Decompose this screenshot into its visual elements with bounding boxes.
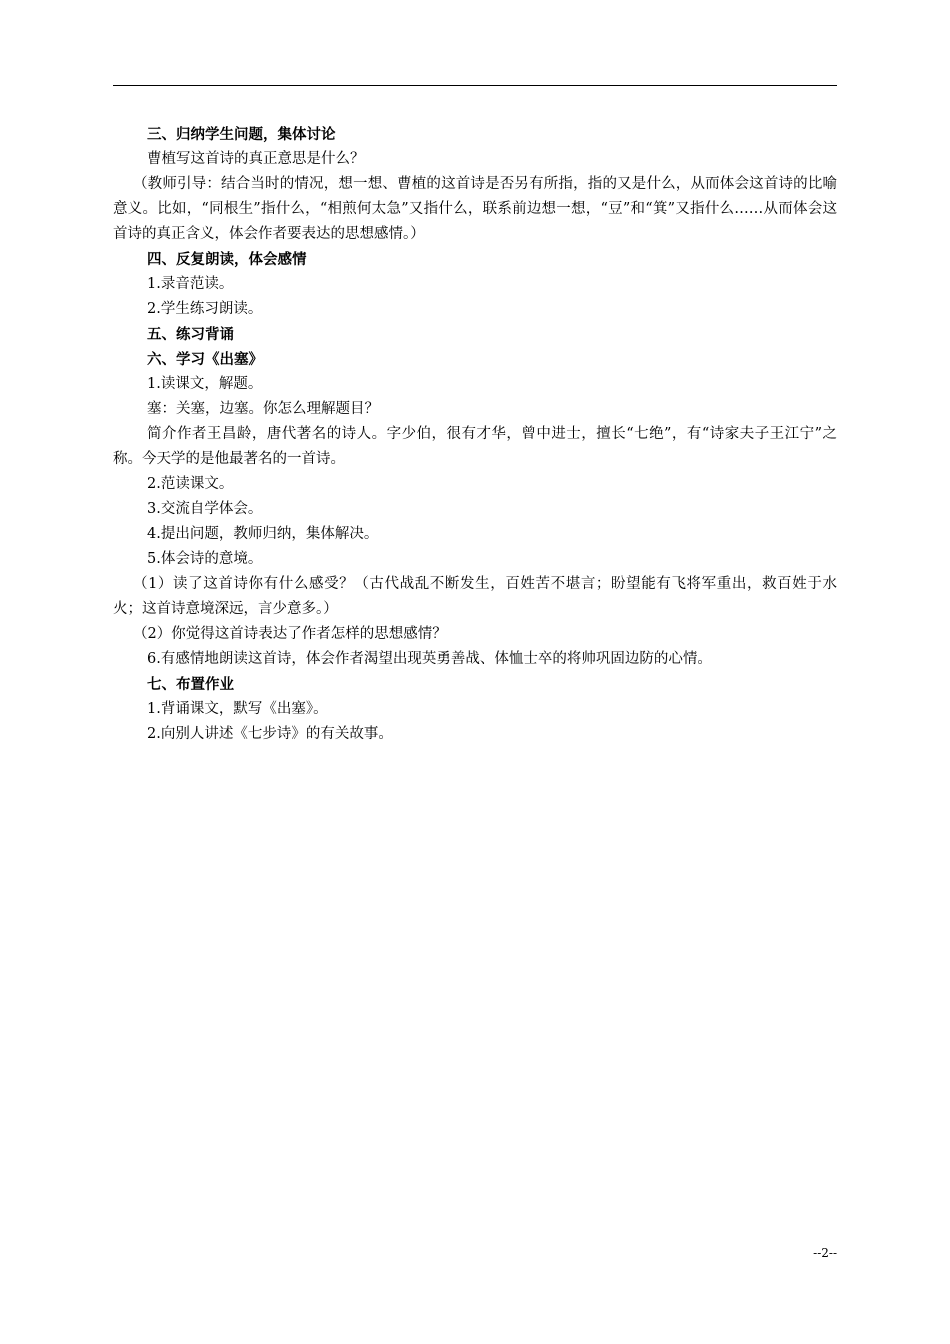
section6-item-4: 4.提出问题，教师归纳，集体解决。 xyxy=(147,526,379,542)
section6-sub-1: （1）读了这首诗你有什么感受？（古代战乱不断发生，百姓苦不堪言；盼望能有飞将军重出，救百姓于水火；这首诗意境深远，言少意多。） xyxy=(113,576,837,617)
page-number: --2-- xyxy=(813,1246,837,1260)
section4-item-1: 1.录音范读。 xyxy=(147,276,234,292)
section6-author: 简介作者王昌龄，唐代著名的诗人。字少伯，很有才华，曾中进士，擅长“七绝”，有“诗家夫子王江宁”之称。今天学的是他最著名的一首诗。 xyxy=(113,426,837,467)
section6-item-6: 6.有感情地朗读这首诗，体会作者渴望出现英勇善战、体恤士卒的将帅巩固边防的心情。 xyxy=(147,651,712,667)
section4-heading: 四、反复朗读，体会感情 xyxy=(147,251,307,268)
section3-guide: （教师引导：结合当时的情况，想一想、曹植的这首诗是否另有所指，指的又是什么，从而体会这首诗的比喻意义。比如，“同根生”指什么，“相煎何太急”又指什么，联系前边想一想，“豆”和“箕”又指什么……从而体会这首诗的真正含义，体会作者要表达的思想感情。） xyxy=(113,176,837,242)
section3-heading: 三、归纳学生问题，集体讨论 xyxy=(147,126,336,143)
section4-item-2: 2.学生练习朗读。 xyxy=(147,301,263,317)
section6-item-1: 1.读课文，解题。 xyxy=(147,376,263,392)
section7-item-1: 1.背诵课文，默写《出塞》。 xyxy=(147,701,328,717)
section6-item-2: 2.范读课文。 xyxy=(147,476,234,492)
section6-item-3: 3.交流自学体会。 xyxy=(147,501,263,517)
section6-heading: 六、学习《出塞》 xyxy=(147,351,263,368)
section3-question: 曹植写这首诗的真正意思是什么？ xyxy=(147,151,365,167)
header-rule xyxy=(113,85,837,86)
section5-heading: 五、练习背诵 xyxy=(147,326,234,343)
document-body xyxy=(113,122,837,747)
section7-item-2: 2.向别人讲述《七步诗》的有关故事。 xyxy=(147,726,393,742)
section7-heading: 七、布置作业 xyxy=(147,676,234,693)
section6-item-5: 5.体会诗的意境。 xyxy=(147,551,263,567)
section6-sub-2: （2）你觉得这首诗表达了作者怎样的思想感情？ xyxy=(133,626,447,642)
section6-sai: 塞：关塞，边塞。你怎么理解题目？ xyxy=(147,401,379,417)
